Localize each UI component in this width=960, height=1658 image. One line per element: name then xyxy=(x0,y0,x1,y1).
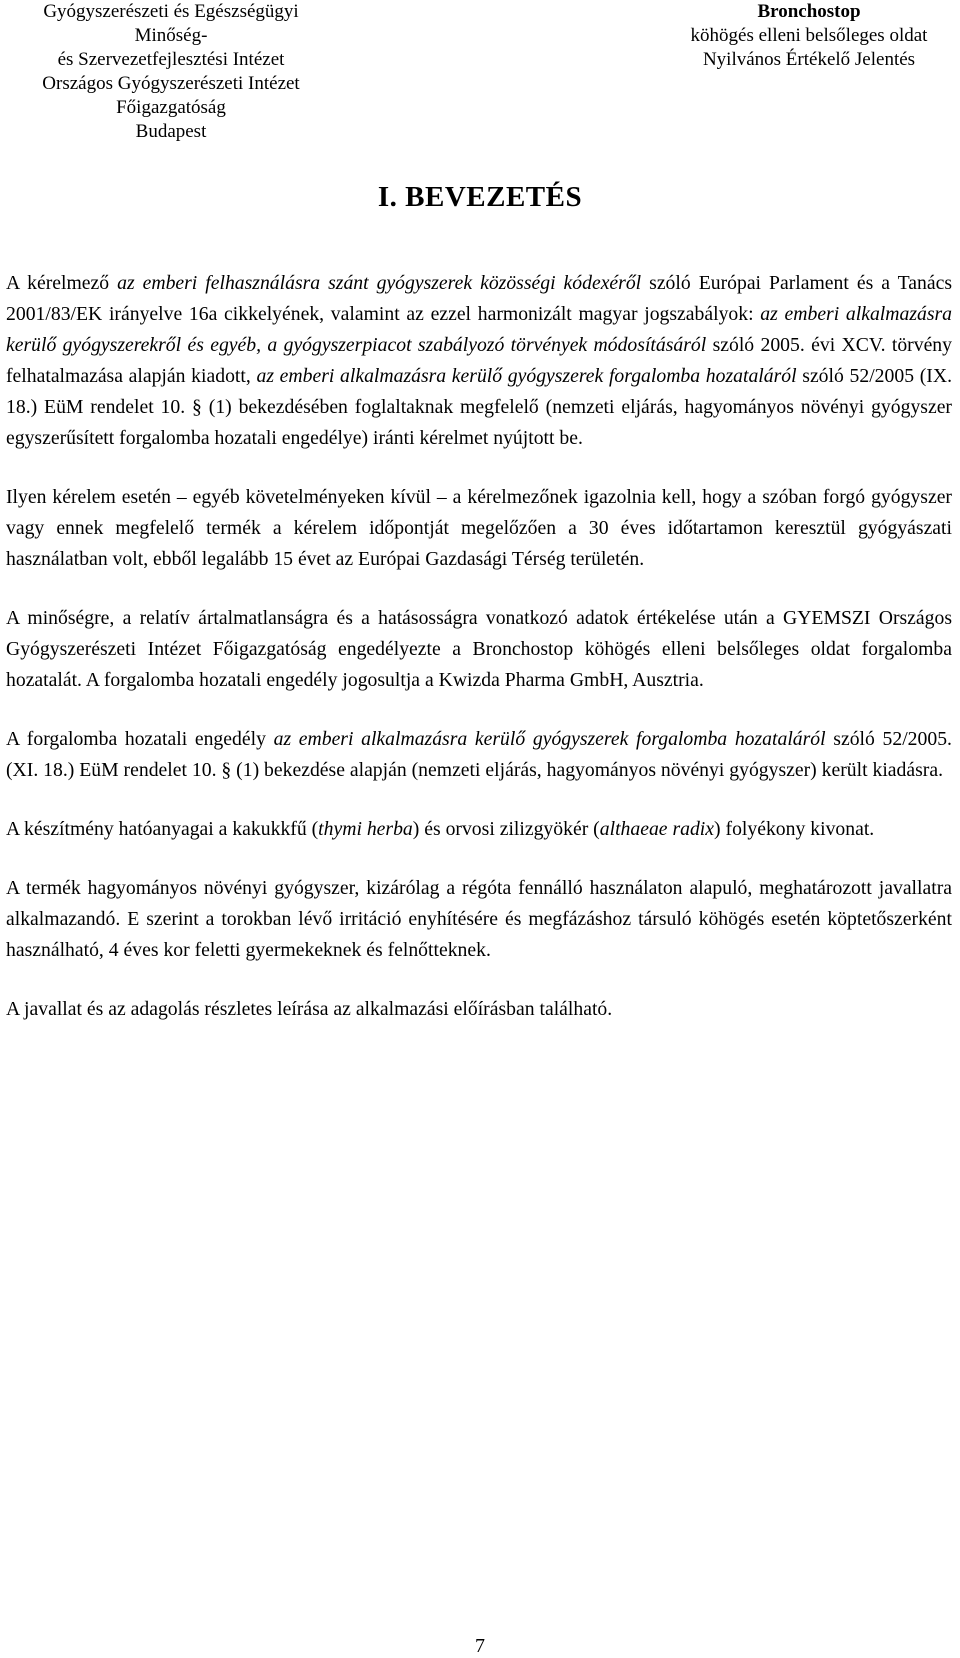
product-name: Bronchostop xyxy=(757,1,861,22)
product-line: köhögés elleni belsőleges oldat xyxy=(690,25,928,46)
paragraph-active-ingredients: A készítmény hatóanyagai a kakukkfű (thymi herba) és orvosi zilizgyökér (althaeae radix) folyékony kivonat. xyxy=(6,818,875,840)
document-body xyxy=(6,268,952,1053)
page-header xyxy=(6,0,954,142)
institution-line: Gyógyszerészeti és Egészségügyi Minőség- xyxy=(43,1,299,46)
product-line: Nyilvános Értékelő Jelentés xyxy=(702,49,916,70)
paragraph-application: A kérelmező az emberi felhasználásra szánt gyógyszerek közösségi kódexéről szóló Európai Parlament és a Tanács 2001/83/EK irányelve 16a cikkelyének, valamint az ezzel harmonizált magyar jogszabályok: az emberi alkalmazásra kerülő gyógyszerekről és egyéb, a gyógyszerpiacot szabályozó törvények módosításáról szóló 2005. évi XCV. törvény felhatalmazása alapján kiadott, az emberi alkalmazásra kerülő gyógyszerek forgalomba hozataláról szóló 52/2005 (IX. 18.) EüM rendelet 10. § (1) bekezdésében foglaltaknak megfelelő (nemzeti eljárás, hagyományos növényi gyógyszer egyszerűsített forgalomba hozatali engedélye) iránti kérelmet nyújtott be. xyxy=(6,272,953,449)
institution-line: és Szervezetfejlesztési Intézet xyxy=(57,49,285,70)
page-number: 7 xyxy=(475,1635,485,1657)
section-title: I. BEVEZETÉS xyxy=(377,181,583,213)
institution-block xyxy=(6,0,336,144)
product-block xyxy=(664,0,954,72)
institution-line: Budapest xyxy=(135,121,207,142)
institution-line: Országos Gyógyszerészeti Intézet xyxy=(42,73,300,94)
paragraph-legal-basis: A forgalomba hozatali engedély az emberi alkalmazásra kerülő gyógyszerek forgalomba hozataláról szóló 52/2005. (XI. 18.) EüM rendelet 10. § (1) bekezdése alapján (nemzeti eljárás, hagyományos növényi gyógyszer) került kiadásra. xyxy=(6,728,952,781)
paragraph-authorisation: A minőségre, a relatív ártalmatlanságra és a hatásosságra vonatkozó adatok értékelése után a GYEMSZI Országos Gyógyszerészeti Intézet Főigazgatóság engedélyezte a Bronchostop köhögés elleni belsőleges oldat forgalomba hozatalát. A forgalomba hozatali engedély jogosultja a Kwizda Pharma GmbH, Ausztria. xyxy=(6,607,952,691)
paragraph-requirements: Ilyen kérelem esetén – egyéb követelményeken kívül – a kérelmezőnek igazolnia kell, hogy a szóban forgó gyógyszer vagy ennek megfelelő termék a kérelem időpontját megelőzően a 30 éves időtartamon keresztül gyógyászati használatban volt, ebből legalább 15 évet az Európai Gazdasági Térség területén. xyxy=(6,486,952,570)
paragraph-indication: A termék hagyományos növényi gyógyszer, kizárólag a régóta fennálló használaton alapuló, meghatározott javallatra alkalmazandó. E szerint a torokban lévő irritáció enyhítésére és megfázáshoz társuló köhögés esetén köptetőszerként használható, 4 éves kor feletti gyermekeknek és felnőtteknek. xyxy=(6,877,952,961)
institution-line: Főigazgatóság xyxy=(116,97,226,118)
paragraph-dosage-reference: A javallat és az adagolás részletes leírása az alkalmazási előírásban található. xyxy=(6,998,613,1020)
